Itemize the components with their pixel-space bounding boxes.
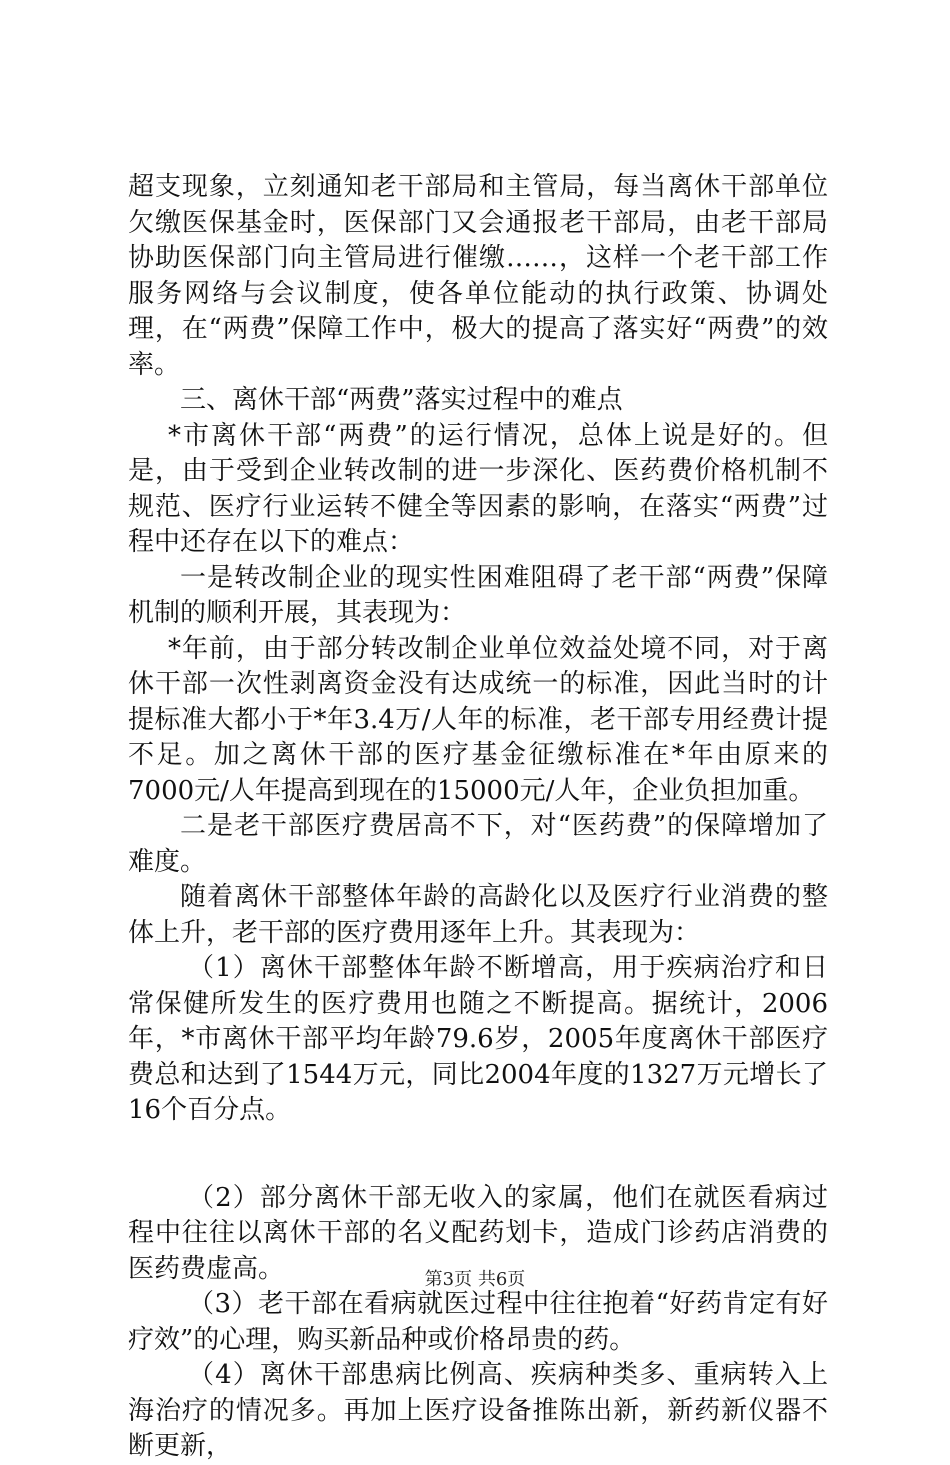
paragraph-6: 随着离休干部整体年龄的高龄化以及医疗行业消费的整体上升，老干部的医疗费用逐年上升。其表现为： bbox=[128, 882, 828, 948]
paragraph-4: *年前，由于部分转改制企业单位效益处境不同，对于离休干部一次性剥离资金没有达成统一的标准，因此当时的计提标准大都小于*年3.4万/人年的标准，老干部专用经费计提不足。加之离休干部的医疗基金征缴标准在*年由原来的7000元/人年提高到现在的15000元/人年，企业负担加重。 bbox=[128, 633, 828, 806]
list-item-4: （4）离休干部患病比例高、疾病种类多、重病转入上海治疗的情况多。再加上医疗设备推陈出新，新药新仪器不断更新， bbox=[128, 1360, 828, 1461]
paragraph-1: 超支现象，立刻通知老干部局和主管局，每当离休干部单位欠缴医保基金时，医保部门又会通报老干部局，由老干部局协助医保部门向主管局进行催缴……，这样一个老干部工作服务网络与会议制度，使各单位能动的执行政策、协调处理，在“两费”保障工作中，极大的提高了落实好“两费”的效率。 bbox=[128, 172, 828, 380]
paragraph-2: *市离休干部“两费”的运行情况，总体上说是好的。但是，由于受到企业转改制的进一步深化、医药费价格机制不规范、医疗行业运转不健全等因素的影响，在落实“两费”过程中还存在以下的难点： bbox=[128, 420, 828, 557]
section-heading: 三、离休干部“两费”落实过程中的难点 bbox=[180, 385, 623, 415]
list-item-1: （1）离休干部整体年龄不断增高，用于疾病治疗和日常保健所发生的医疗费用也随之不断提高。据统计，2006年，*市离休干部平均年龄79.6岁，2005年度离休干部医疗费总和达到了1544万元，同比2004年度的1327万元增长了16个百分点。 bbox=[128, 953, 828, 1125]
list-item-3: （3）老干部在看病就医过程中往往抱着“好药肯定有好疗效”的心理，购买新品种或价格昂贵的药。 bbox=[128, 1289, 828, 1355]
paragraph-5: 二是老干部医疗费居高不下，对“医药费”的保障增加了难度。 bbox=[128, 811, 828, 877]
paragraph-3: 一是转改制企业的现实性困难阻碍了老干部“两费”保障机制的顺利开展，其表现为： bbox=[128, 562, 828, 628]
blank-line bbox=[128, 1129, 828, 1181]
page-footer: 第3页 共6页 bbox=[424, 1269, 526, 1290]
list-item-2: （2）部分离休干部无收入的家属，他们在就医看病过程中往往以离休干部的名义配药划卡，造成门诊药店消费的医药费虚高。 bbox=[128, 1182, 828, 1284]
